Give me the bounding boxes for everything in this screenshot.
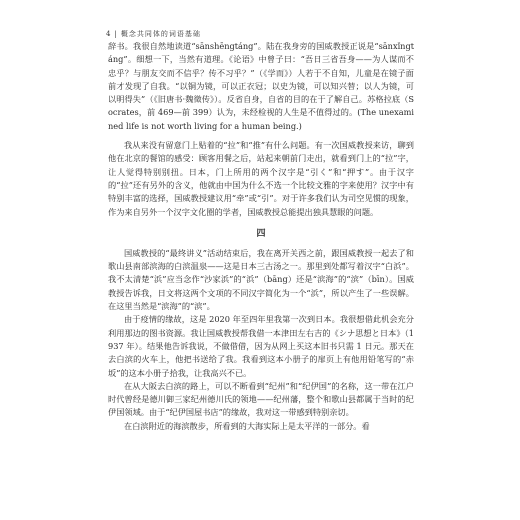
page-number: 4 — [106, 30, 112, 38]
section-number: 四 — [256, 228, 266, 239]
running-head — [106, 28, 414, 40]
paragraph-2: 我从来没有留意门上贴着的“拉”和“推”有什么问题。有一次国威教授来访，聊到他在北京的餐馆的感受：顾客用餐之后，站起来朝前门走出，就看到门上的“拉”字，让人觉得特别别扭。日本，门上所用的两个汉字是“引く”和“押す”。由于汉字的“拉”还有另外的含义，他就由中国为什么不选一个比较文雅的字来使用？汉字中有特别丰富的选择，国威教授建议用“牵”或“引”。对于许多我们认为司空见惯的现象，作为来自另外一个汉字文化圈的学者，国威教授总能提出独具慧眼的问题。 — [108, 140, 414, 217]
paragraph-5: 在从大阪去白滨的路上，可以不断看到“纪州”和“纪伊国”的名称，这一带在江户时代曾经是德川御三家纪州德川氏的领地——纪州藩，整个和歌山县都属于当时的纪伊国领域。由于“纪伊国屋书店”的缘故，我对这一带感到特别亲切。 — [108, 380, 414, 418]
paragraph-1: 辞书。我很自然地读道“sānshēngtáng”。陆在我身旁的国威教授正说是“sānxǐngtáng”。细想一下，当然有道理。《论语》中曾子曰：“吾日三省吾身——为人谋而不忠乎？与朋友交而不信乎？传不习乎？”（《学而》）人若于不自知，儿童是在镜子面前才发现了自我。“以铜为镜，可以正衣冠；以史为镜，可以知兴替；以人为镜，可以明得失”（《旧唐书·魏徵传》）。反省自身，自省的目的在于了解自己。苏格拉底（Socrates，前 469—前 399）认为，未经检视的人生是不值得过的。(The unexamined life is not worth living for a human being.) — [108, 41, 414, 131]
book-title: 概念共同体的词语基础 — [120, 30, 201, 38]
paragraph-3: 国威教授的“最终讲义”活动结束后，我在离开关西之前，跟国威教授一起去了和歌山县南部滨海的白滨温泉——这是日本三古汤之一。那里到处都写着汉字“白浜”。我不太清楚“浜”应当念作“沙家浜”的“浜”（bāng）还是“滨海”的“滨”（bīn）。国威教授告诉我，日文将这两个文项的不同汉字简化为一个“浜”，所以产生了一些误解。在这里当然是“滨海”的“滨”。 — [108, 247, 414, 312]
book-page — [108, 28, 414, 518]
paragraph-4: 由于疫情的缘故，这是 2020 年至四年里我第一次到日本。我很想借此机会充分利用那边的图书资源。我让国威教授帮我借一本津田左右吉的《シナ思想と日本》（1937 年）。结果他告诉我说，不做借借，因为从网上买这本旧书只需 1 日元。那天在去白滨的火车上，他把书送给了我。我看到这本小册子的扉页上有他用铅笔写的“赤坂”的这本小册子拾我，让我高兴不已。 — [108, 314, 414, 378]
paragraph-6: 在白滨附近的海滨散步，所看到的大海实际上是太平洋的一部分。看 — [124, 420, 370, 431]
header-separator: | — [114, 30, 118, 38]
